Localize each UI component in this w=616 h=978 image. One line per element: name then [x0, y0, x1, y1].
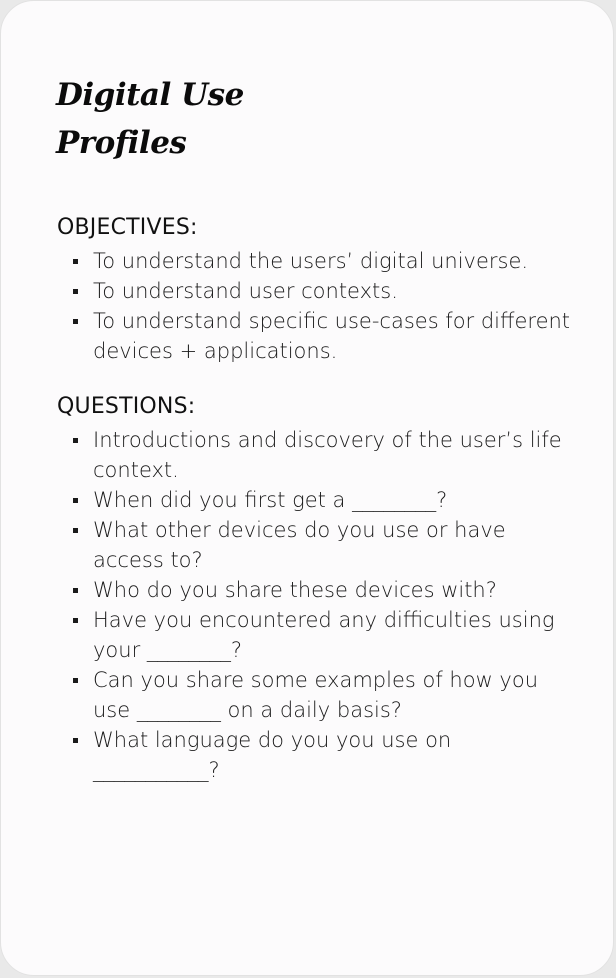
question-item: Introductions and discovery of the user’s life context.: [71, 425, 571, 485]
card-title-line-2: Profiles: [56, 125, 187, 161]
question-item: Can you share some examples of how you use ________ on a daily basis?: [71, 665, 571, 725]
question-item: What other devices do you use or have access to?: [71, 515, 571, 575]
card-title-line-1: Digital Use: [56, 77, 244, 113]
card-title: [56, 71, 356, 167]
objective-item: To understand the users’ digital universe.: [71, 246, 571, 276]
objective-item: To understand specific use-cases for different devices + applications.: [71, 306, 571, 366]
question-item: Who do you share these devices with?: [71, 575, 571, 605]
question-item: Have you encountered any difficulties using your ________?: [71, 605, 571, 665]
objectives-heading: OBJECTIVES:: [57, 215, 198, 240]
questions-heading: QUESTIONS:: [57, 394, 196, 419]
question-item: When did you first get a ________?: [71, 485, 571, 515]
question-item: What language do you you use on ___________?: [71, 725, 571, 785]
objectives-list: [71, 246, 571, 366]
questions-list: [71, 425, 571, 785]
objective-item: To understand user contexts.: [71, 276, 571, 306]
